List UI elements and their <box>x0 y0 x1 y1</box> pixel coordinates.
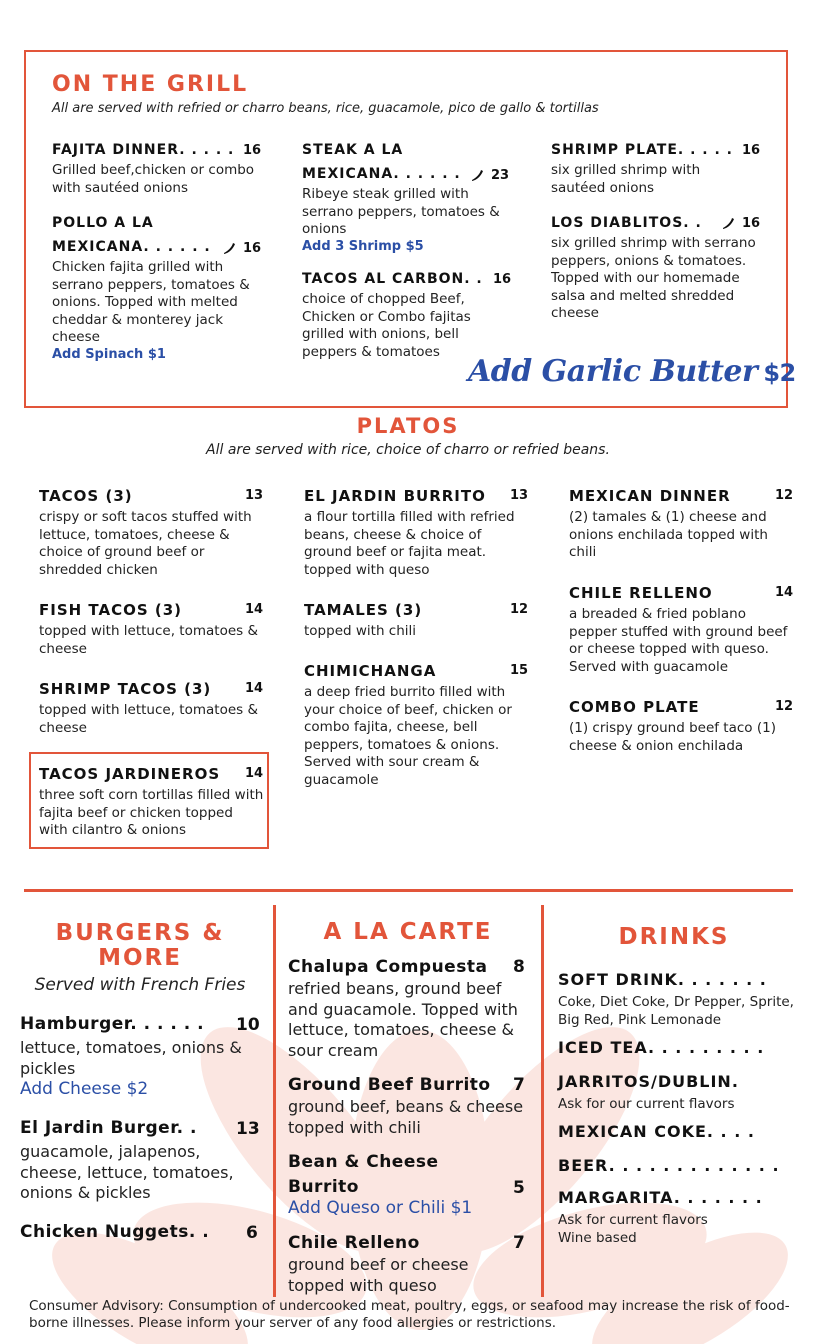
grill-item-los-diablitos <box>551 215 766 323</box>
item-name: BEER. . . . . . . . . . . . . <box>558 1156 780 1175</box>
carte-title: A LA CARTE <box>323 919 493 945</box>
drink-item-soft-drink <box>558 970 798 1029</box>
item-description: lettuce, tomatoes, onions & pickles <box>20 1038 242 1078</box>
add-shrimp-option: Add 3 Shrimp $5 <box>302 238 424 254</box>
item-name: ICED TEA. . . . . . . . . <box>558 1038 765 1057</box>
item-name: MEXICAN DINNER <box>569 487 731 505</box>
item-price: 15 <box>510 663 529 678</box>
carte-item-chalupa <box>288 957 528 1061</box>
carte-item-ground-beef-burrito <box>288 1075 528 1138</box>
item-name-line1: POLLO A LA <box>52 215 154 231</box>
platos-item-tacos <box>39 487 264 579</box>
item-price: 10 <box>236 1015 260 1035</box>
item-description: Grilled beef,chicken or combo with sautéed onions <box>52 162 255 196</box>
burger-item-chicken-nuggets <box>20 1222 260 1242</box>
item-price: 16 <box>493 272 512 287</box>
garlic-butter-price: $2 <box>763 359 796 387</box>
item-price: 12 <box>775 488 794 503</box>
item-price: 14 <box>245 602 264 617</box>
platos-item-combo-plate <box>569 698 794 755</box>
item-name: CHIMICHANGA <box>304 662 437 680</box>
grill-item-steak-mexicana <box>302 142 517 254</box>
item-name-line1: STEAK A LA <box>302 142 404 158</box>
chili-pepper-icon <box>470 168 484 185</box>
item-description: (1) crispy ground beef taco (1) cheese & onion enchilada <box>569 720 776 754</box>
item-price: 8 <box>513 957 525 977</box>
item-price: 7 <box>513 1075 525 1095</box>
item-name: FAJITA DINNER. . . . . <box>52 142 235 158</box>
platos-item-tacos-jardineros <box>39 765 264 840</box>
item-name: EL JARDIN BURRITO <box>304 487 486 505</box>
item-name-line2: Burrito <box>288 1177 359 1197</box>
item-description: topped with lettuce, tomatoes & cheese <box>39 702 258 736</box>
grill-item-tacos-al-carbon <box>302 271 517 361</box>
item-description: Ribeye steak grilled with serrano peppers, tomatoes & onions <box>302 186 500 237</box>
item-price: 7 <box>513 1233 525 1253</box>
add-queso-chili-option: Add Queso or Chili $1 <box>288 1198 473 1218</box>
item-name: FISH TACOS (3) <box>39 601 183 619</box>
platos-item-el-jardin-burrito <box>304 487 529 579</box>
carte-item-bean-cheese-burrito <box>288 1152 528 1218</box>
item-price: 16 <box>243 241 262 256</box>
item-name: Chalupa Compuesta <box>288 957 488 977</box>
item-name: Hamburger. . . . . . <box>20 1014 205 1034</box>
item-name: Chile Relleno <box>288 1233 420 1253</box>
drink-item-mexican-coke <box>558 1122 798 1141</box>
burger-item-hamburger <box>20 1014 260 1099</box>
item-name: Ground Beef Burrito <box>288 1075 491 1095</box>
item-price: 16 <box>243 143 262 158</box>
item-name: SHRIMP PLATE. . . . . <box>551 142 733 158</box>
add-spinach-option: Add Spinach $1 <box>52 346 166 362</box>
garlic-butter-text: Add Garlic Butter <box>468 354 758 389</box>
item-price: 6 <box>246 1223 258 1243</box>
column-divider <box>541 905 544 1297</box>
platos-item-mexican-dinner <box>569 487 794 562</box>
item-description: a flour tortilla filled with refried beans, cheese & choice of ground beef or fajita meat. topped with queso <box>304 509 515 578</box>
burgers-section <box>20 921 260 995</box>
item-description: Ask for current flavors Wine based <box>558 1212 708 1246</box>
garlic-butter-addon <box>468 354 796 389</box>
item-name: Chicken Nuggets. . <box>20 1222 210 1242</box>
item-price: 14 <box>245 766 264 781</box>
item-name: TAMALES (3) <box>304 601 423 619</box>
item-name: TACOS JARDINEROS <box>39 765 221 783</box>
item-description: topped with lettuce, tomatoes & cheese <box>39 623 258 657</box>
item-name: SOFT DRINK. . . . . . . <box>558 970 767 989</box>
section-divider <box>24 889 793 892</box>
platos-item-chile-relleno <box>569 584 794 676</box>
grill-item-fajita-dinner <box>52 142 262 197</box>
platos-item-fish-tacos <box>39 601 264 658</box>
item-name-line2: MEXICANA. . . . . . <box>52 239 211 255</box>
drinks-title: DRINKS <box>618 924 730 950</box>
item-price: 5 <box>513 1178 525 1198</box>
item-price: 12 <box>510 602 529 617</box>
grill-subtitle: All are served with refried or charro beans, rice, guacamole, pico de gallo & tortillas <box>52 101 599 116</box>
item-name: LOS DIABLITOS. . <box>551 215 702 231</box>
item-description: crispy or soft tacos stuffed with lettuce, tomatoes, cheese & choice of ground beef or shredded chicken <box>39 509 252 578</box>
burgers-title-line2: MORE <box>98 945 182 971</box>
consumer-advisory: Consumer Advisory: Consumption of undercooked meat, poultry, eggs, or seafood may increase the risk of food-borne illnesses. Please inform your server of any food allergies or restrictions. <box>29 1298 790 1331</box>
item-price: 12 <box>775 699 794 714</box>
drink-item-margarita <box>558 1188 798 1247</box>
item-description: Ask for our current flavors <box>558 1096 735 1112</box>
item-price: 16 <box>742 143 761 158</box>
item-description: Coke, Diet Coke, Dr Pepper, Sprite, Big Red, Pink Lemonade <box>558 994 794 1028</box>
burgers-title-line1: BURGERS & <box>55 920 225 946</box>
item-name: COMBO PLATE <box>569 698 700 716</box>
platos-item-chimichanga <box>304 662 529 789</box>
grill-item-shrimp-plate <box>551 142 766 197</box>
platos-item-tamales <box>304 601 529 641</box>
item-name-line2: MEXICANA. . . . . . <box>302 166 461 182</box>
item-description: six grilled shrimp with sautéed onions <box>551 162 701 196</box>
item-description: choice of chopped Beef, Chicken or Combo fajitas grilled with onions, bell peppers & tomatoes <box>302 291 471 360</box>
item-description: ground beef or cheese topped with queso <box>288 1255 469 1295</box>
platos-title: PLATOS <box>356 414 460 438</box>
item-description: Chicken fajita grilled with serrano peppers, tomatoes & onions. Topped with melted cheddar & monterey jack cheese <box>52 259 250 345</box>
burgers-subtitle: Served with French Fries <box>34 975 246 995</box>
item-description: three soft corn tortillas filled with fajita beef or chicken topped with cilantro & onions <box>39 787 264 838</box>
item-description: (2) tamales & (1) cheese and onions enchilada topped with chili <box>569 509 768 560</box>
item-name: SHRIMP TACOS (3) <box>39 680 212 698</box>
drink-item-jarritos <box>558 1072 798 1113</box>
drink-item-beer <box>558 1156 798 1175</box>
item-price: 13 <box>236 1119 260 1139</box>
item-name: TACOS (3) <box>39 487 133 505</box>
item-description: topped with chili <box>304 623 417 639</box>
burger-item-el-jardin <box>20 1118 260 1204</box>
drink-item-iced-tea <box>558 1038 798 1057</box>
column-divider <box>273 905 276 1297</box>
item-description: ground beef, beans & cheese topped with chili <box>288 1097 524 1137</box>
item-name: TACOS AL CARBON. . <box>302 271 483 287</box>
platos-subtitle: All are served with rice, choice of charro or refried beans. <box>206 442 610 458</box>
item-description: a deep fried burrito filled with your choice of beef, chicken or combo fajita, cheese, bell peppers, tomatoes & onions. Served with sour cream & guacamole <box>304 684 512 788</box>
item-description: refried beans, ground beef and guacamole. Topped with lettuce, tomatoes, cheese & sour cream <box>288 979 518 1060</box>
chili-pepper-icon <box>222 241 236 258</box>
item-name: MARGARITA. . . . . . . <box>558 1188 763 1207</box>
item-price: 13 <box>245 488 264 503</box>
item-price: 14 <box>775 585 794 600</box>
grill-title: ON THE GRILL <box>52 72 249 97</box>
item-name: MEXICAN COKE. . . . <box>558 1122 755 1141</box>
item-price: 16 <box>742 216 761 231</box>
item-description: a breaded & fried poblano pepper stuffed with ground beef or cheese topped with queso. Served with guacamole <box>569 606 788 675</box>
item-price: 23 <box>491 168 510 183</box>
item-price: 14 <box>245 681 264 696</box>
chili-pepper-icon <box>721 216 735 233</box>
platos-item-shrimp-tacos <box>39 680 264 737</box>
carte-item-chile-relleno <box>288 1233 528 1296</box>
item-description: guacamole, jalapenos, cheese, lettuce, tomatoes, onions & pickles <box>20 1142 234 1202</box>
item-name: El Jardin Burger. . <box>20 1118 197 1138</box>
item-name-line1: Bean & Cheese <box>288 1152 439 1172</box>
item-name: JARRITOS/DUBLIN. <box>558 1072 739 1091</box>
item-description: six grilled shrimp with serrano peppers, onions & tomatoes. Topped with our homemade salsa and melted shredded cheese <box>551 235 756 321</box>
item-name: CHILE RELLENO <box>569 584 713 602</box>
grill-item-pollo-mexicana <box>52 215 262 362</box>
add-cheese-option: Add Cheese $2 <box>20 1079 149 1099</box>
item-price: 13 <box>510 488 529 503</box>
